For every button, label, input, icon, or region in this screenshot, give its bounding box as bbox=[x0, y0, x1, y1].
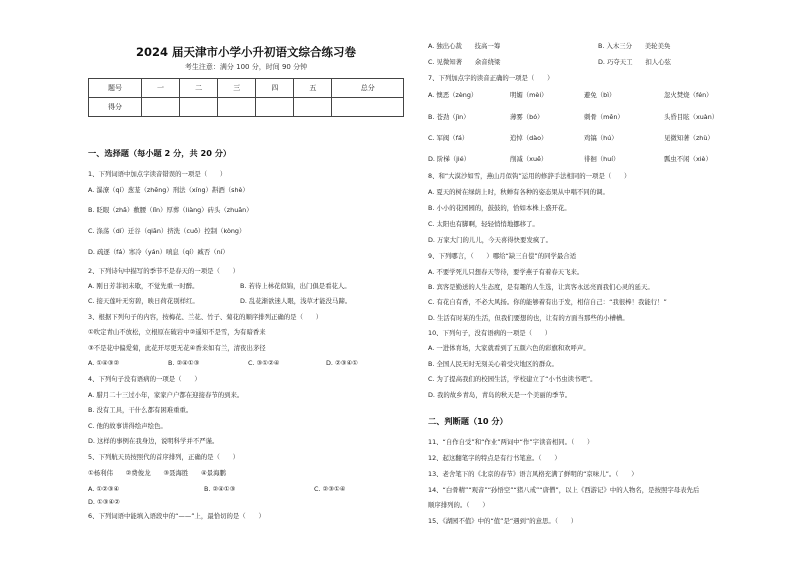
score-table-cell: 二 bbox=[180, 79, 218, 98]
option-row bbox=[428, 42, 744, 52]
option: 徘徊（huí） bbox=[584, 155, 620, 163]
option: C. 见微知著 余音绕梁 bbox=[428, 58, 501, 66]
option: A. 不要学死儿只想春天等待，要学燕子有着春天飞来。 bbox=[428, 268, 584, 276]
question-stem: 9、下列哪言，（ ）哪给“缺三自偿”的同学最合适 bbox=[428, 252, 577, 260]
score-table-cell: 三 bbox=[218, 79, 256, 98]
option: C. 太阳也有脚啊，轻轻悄悄地挪移了。 bbox=[428, 220, 539, 228]
left-column bbox=[88, 0, 404, 562]
score-table bbox=[88, 78, 404, 117]
option: 忽火焚烧（fén） bbox=[664, 91, 713, 99]
question-text: ③不是花中偏爱菊，此花开尽更无花④香来如有兰，清夜出茅径 bbox=[88, 344, 266, 352]
judgement-item: 11、“自作自受”和“作业”两词中“作”字读音相同。（ ） bbox=[428, 438, 594, 446]
question-stem: 7、下列加点字的读音正确的一项是（ ） bbox=[428, 74, 554, 82]
option-row bbox=[428, 91, 744, 101]
option: B. 全国人民无时无刻关心着受灾地区的群众。 bbox=[428, 360, 558, 368]
option: C. 为了提高我们的校园生活，学校建立了“小书虫读书吧”。 bbox=[428, 375, 597, 383]
score-input-cell[interactable] bbox=[180, 98, 218, 117]
score-table-cell: 四 bbox=[256, 79, 294, 98]
option: B. 眨眼（zhǎ）敷腰（lǐn）厚葬（liàng）砖头（zhuān） bbox=[88, 206, 253, 214]
option-row bbox=[428, 58, 744, 68]
option: A. 独出心裁 技高一筹 bbox=[428, 42, 501, 50]
option: 明媚（mèi） bbox=[510, 91, 548, 99]
option-row bbox=[428, 155, 744, 165]
option: D. 乱花渐欲迷人眼，浅草才能没马蹄。 bbox=[240, 297, 352, 305]
option: C. 接天莲叶无穷碧，映日荷花别样红。 bbox=[88, 297, 199, 305]
section1-title: 一、选择题（每小题 2 分，共 20 分） bbox=[88, 148, 232, 158]
judgement-item: 12、起这翻笔字的特点是有行书笔意。（ ） bbox=[428, 454, 561, 462]
option: D. 疏逐（fá）寒冷（yán）嗔息（qí）臧否（ní） bbox=[88, 248, 229, 256]
score-table-header-row bbox=[89, 79, 404, 98]
score-table-cell: 得分 bbox=[89, 98, 142, 117]
option: 见微知著（zhù） bbox=[664, 134, 714, 142]
judgement-item: 14、“白骨精”“观音”“孙悟空”“猪八戒”“唐僧”，以上《西游记》中的人物名，是按照字母表先后 bbox=[428, 486, 700, 494]
score-input-cell[interactable] bbox=[142, 98, 180, 117]
score-input-cell[interactable] bbox=[294, 98, 332, 117]
option: D. 这样的事例在我身边，说明科学并不严谨。 bbox=[88, 437, 219, 445]
option: A. 懊恶（zèng） bbox=[428, 91, 478, 99]
option-row bbox=[88, 282, 404, 292]
score-input-cell[interactable] bbox=[256, 98, 294, 117]
option: B. 小小的花园园的，鼓鼓的，恰如本株上盛开花。 bbox=[428, 204, 571, 212]
option: B. 苍劲（jìn） bbox=[428, 113, 470, 121]
option: A. ①④③② bbox=[88, 359, 120, 367]
option: C. 有花自有香，不必大风扬。你的能够着有出于发，相信自己：“我很棒！我能行！” bbox=[428, 298, 667, 306]
score-table-cell: 题号 bbox=[89, 79, 142, 98]
option-row bbox=[88, 297, 404, 307]
judgement-item: 13、老舍笔下的《北京的春节》语言风格充满了鲜明的“京味儿”。（ ） bbox=[428, 470, 638, 478]
score-table-cell: 五 bbox=[294, 79, 332, 98]
option: D. ①③④② bbox=[88, 498, 120, 506]
option: D. 我的故乡青岛，青岛的秋天是一个美丽的季节。 bbox=[428, 391, 572, 399]
option: 追悼（dào） bbox=[510, 134, 548, 142]
option: C. 涤荡（dí）迁谷（qiān）挤洗（cuō）控制（kòng） bbox=[88, 227, 246, 235]
option: D. 巧夺天工 扣人心弦 bbox=[598, 58, 671, 66]
question-stem: 2、下列诗句中描写的季节不是春天的一项是（ ） bbox=[88, 267, 240, 275]
option: A. 夏天的树在绿荫上时，秋蝉有各种的姿态果从中唱不同的调。 bbox=[428, 188, 609, 196]
option: 头昏目眩（xuàn） bbox=[664, 113, 719, 121]
score-input-cell[interactable] bbox=[218, 98, 256, 117]
question-text: ①吹定青山不放松，立根原在破岩中②遥知不是雪，为有暗香来 bbox=[88, 328, 266, 336]
question-stem: 3、根据下列句子的内容，按梅花、兰花、竹子、菊花的顺序排列正确的是（ ） bbox=[88, 313, 323, 321]
question-stem: 8、和“大漠沙如雪，燕山月似钩”运用的修辞手法相同的一项是（ ） bbox=[428, 172, 631, 180]
question-stem: 5、下列航天员按照代的首序排列，正确的是（ ） bbox=[88, 453, 240, 461]
option: 削减（xuē） bbox=[510, 155, 548, 163]
option: 避免（bì） bbox=[584, 91, 616, 99]
option: A. 一进体育场，大家就看到了五颜六色的彩旗和欢呼声。 bbox=[428, 344, 590, 352]
option: B. 宾客是勤送的人生态度，是有趣的人生选，让宾客永远亮面我们心灵的延天。 bbox=[428, 283, 654, 291]
judgement-item: 15、《湖园不值》中的“值”是“遇到”的意思。（ ） bbox=[428, 517, 578, 525]
option-row bbox=[428, 134, 744, 144]
option: C. ③①②④ bbox=[248, 359, 280, 367]
option: C. 他的故事讲得绘声绘色。 bbox=[88, 422, 167, 430]
option: D. 阶梯（jié） bbox=[428, 155, 471, 163]
option: D. 万家大门的儿儿，今天喜得快要发疯了。 bbox=[428, 236, 553, 244]
judgement-item: 顺序排列的。（ ） bbox=[428, 501, 489, 509]
page-title: 2024 届天津市小学小升初语文综合练习卷 bbox=[135, 45, 356, 59]
option: B. 没有工具，干什么都有困难重重。 bbox=[88, 406, 193, 414]
question-stem: 1、下列词语中加点字读音错误的一项是（ ） bbox=[88, 170, 227, 178]
question-text: ①杨利伟 ②费俊龙 ③聂海胜 ④景海鹏 bbox=[88, 469, 226, 477]
option-row bbox=[88, 498, 404, 508]
score-table-cell: 总分 bbox=[332, 79, 404, 98]
question-stem: 6、下列词语中能填入语段中的“——”上，最恰切的是（ ） bbox=[88, 512, 265, 520]
question-stem: 10、下列句子，没有语病的一项是（ ） bbox=[428, 329, 552, 337]
option: A. 腊月二十三过小年，家家户户都在迎接春节的到来。 bbox=[88, 391, 244, 399]
option: C. ②③①④ bbox=[314, 485, 346, 493]
option-row bbox=[428, 113, 744, 123]
option: A. 瀑潦（qí）葱茏（zhēng）刑法（xíng）斟酒（shè） bbox=[88, 186, 249, 194]
option: B. 若待上林花似锦，出门俱是看花人。 bbox=[240, 282, 351, 290]
option: 薄雾（bó） bbox=[510, 113, 544, 121]
option: B. 入木三分 美轮美奂 bbox=[598, 42, 671, 50]
option: 鸡镐（hú） bbox=[584, 134, 618, 142]
option: 瓢虫不闲（xiè） bbox=[664, 155, 712, 163]
option: D. 生活有时某的生活，但我们要想的也，让有的方面当那些的小槽槽。 bbox=[428, 314, 629, 322]
option: B. ②④①③ bbox=[168, 359, 200, 367]
option: A. 刚日芳菲初未歇，不觉先重一时醉。 bbox=[88, 282, 199, 290]
score-table-score-row bbox=[89, 98, 404, 117]
option-row bbox=[88, 485, 404, 495]
exam-note: 考生注意：满分 100 分，时间 90 分钟 bbox=[184, 63, 308, 71]
option: B. ②④①③ bbox=[204, 485, 236, 493]
score-table-cell: 一 bbox=[142, 79, 180, 98]
option: 刺骨（měn） bbox=[584, 113, 624, 121]
right-column bbox=[428, 0, 768, 562]
option: D. ②③④① bbox=[326, 359, 358, 367]
option-row bbox=[88, 359, 404, 369]
section2-title: 二、判断题（10 分） bbox=[428, 416, 508, 426]
option: C. 军阀（fá） bbox=[428, 134, 469, 142]
score-input-cell[interactable] bbox=[332, 98, 404, 117]
question-stem: 4、下列句子没有语病的一项是（ ） bbox=[88, 375, 201, 383]
option: A. ①②③④ bbox=[88, 485, 120, 493]
